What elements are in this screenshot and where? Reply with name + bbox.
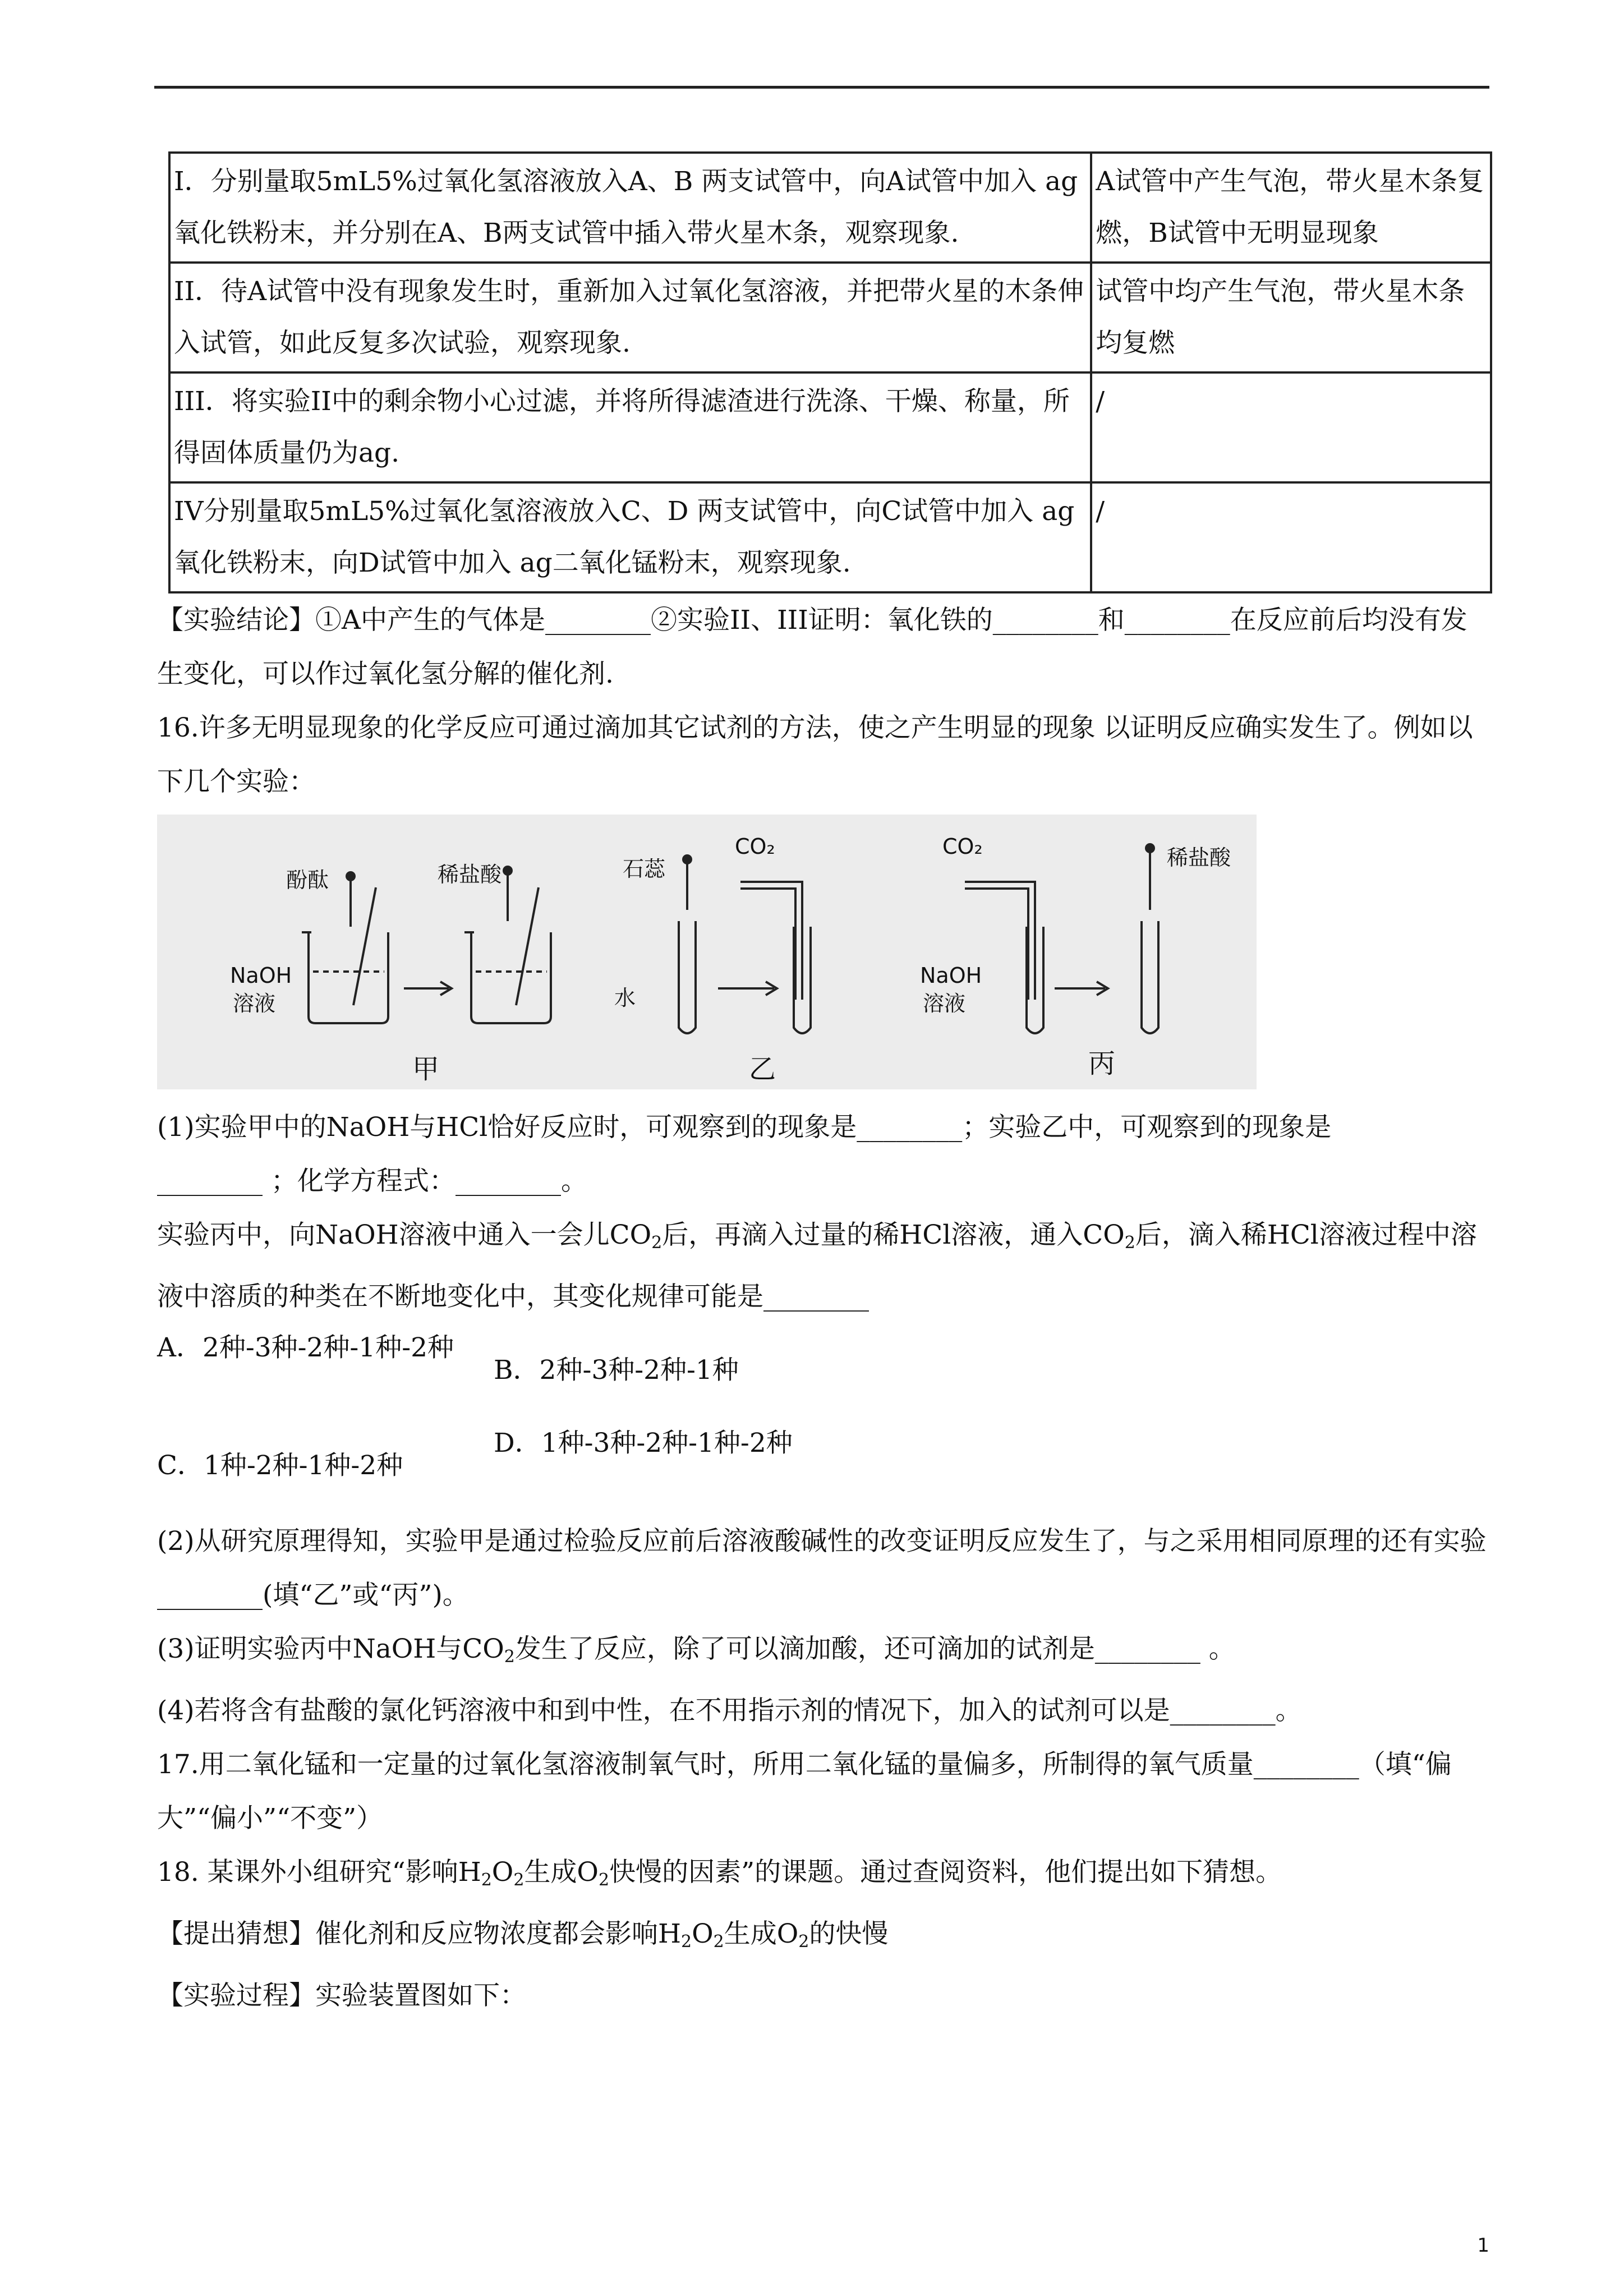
text-run: 发生了反应，除了可以滴加酸，还可滴加的试剂是________ 。 (514, 1634, 1235, 1664)
table-cell-observation: A试管中产生气泡，带火星木条复燃，B试管中无明显现象 (1091, 153, 1491, 263)
label-phenolphthalein: 酚酞 (286, 868, 329, 892)
caption-bing: 丙 (1088, 1048, 1116, 1079)
subscript: 2 (504, 1647, 515, 1667)
table-cell-observation: / (1091, 482, 1491, 592)
option-d[interactable]: D．1种-3种-2种-1种-2种 (494, 1428, 793, 1458)
question-16-part1-cont: ________ ；化学方程式：________。 (157, 1166, 587, 1197)
table-cell-step: III．将实验II中的剩余物小心过滤，并将所得滤渣进行洗涤、干燥、称量，所得固体质量仍为ag. (169, 372, 1091, 482)
label-naoh: NaOH (920, 963, 982, 988)
table-cell-step: I．分别量取5mL5%过氧化氢溶液放入A、B 两支试管中，向A试管中加入 ag氧化铁粉末，并分别在A、B两支试管中插入带火星木条，观察现象. (169, 153, 1091, 263)
question-16-part2: (2)从研究原理得知，实验甲是通过检验反应前后溶液酸碱性的改变证明反应发生了，与之采用相同原理的还有实验________(填“乙”或“丙”)。 (157, 1526, 1487, 1611)
subscript: 2 (1124, 1233, 1135, 1253)
table-cell-step: IV分别量取5mL5%过氧化氢溶液放入C、D 两支试管中，向C试管中加入 ag氧化铁粉末，向D试管中加入 ag二氧化锰粉末，观察现象. (169, 482, 1091, 592)
subscript: 2 (481, 1870, 492, 1890)
table-cell-step: II．待A试管中没有现象发生时，重新加入过氧化氢溶液，并把带火星的木条伸入试管，如此反复多次试验，观察现象. (169, 263, 1091, 372)
question-16-part3 (157, 1622, 1492, 1684)
option-b[interactable]: B．2种-3种-2种-1种 (494, 1355, 739, 1386)
text-run: 【提出猜想】催化剂和反应物浓度都会影响H (157, 1918, 681, 1949)
question-16-part1: (1)实验甲中的NaOH与HCl恰好反应时，可观察到的现象是________；实验乙中，可观察到的现象是 (157, 1112, 1332, 1143)
text-run: 18. 某课外小组研究“影响H (157, 1857, 481, 1888)
text-run: (3)证明实验丙中NaOH与CO (157, 1634, 504, 1664)
subscript: 2 (681, 1932, 692, 1952)
text-run: 实验丙中，向NaOH溶液中通入一会儿CO (157, 1220, 652, 1250)
question-16-intro: 16.许多无明显现象的化学反应可通过滴加其它试剂的方法，使之产生明显的现象 以证明反应确实发生了。例如以下几个实验： (157, 712, 1473, 797)
experiment-figure (157, 815, 1257, 1089)
text-run: 后，滴入稀HCl溶液过程中溶液中溶质的种类在不断地变化中，其变化规律可能是________ (157, 1220, 1477, 1312)
caption-yi: 乙 (749, 1053, 776, 1085)
table-row (169, 263, 1491, 372)
text-run: 的快慢 (809, 1918, 889, 1949)
apparatus-diagram (157, 815, 1257, 1089)
question-18-intro (157, 1846, 1492, 1907)
table-cell-observation: / (1091, 372, 1491, 482)
subscript: 2 (598, 1870, 610, 1890)
experiment-table (168, 151, 1492, 593)
label-dilute-hcl: 稀盐酸 (438, 862, 502, 887)
option-a[interactable]: A．2种-3种-2种-1种-2种 (157, 1332, 454, 1363)
label-co2: CO₂ (942, 834, 983, 859)
page-number: 1 (1477, 2234, 1489, 2257)
table-row (169, 482, 1491, 592)
question-16-part4: (4)若将含有盐酸的氯化钙溶液中和到中性，在不用指示剂的情况下，加入的试剂可以是________。 (157, 1695, 1302, 1726)
label-litmus: 石蕊 (623, 857, 666, 881)
label-solution: 溶液 (923, 991, 966, 1016)
label-naoh: NaOH (230, 963, 292, 988)
label-co2: CO₂ (735, 834, 775, 859)
table-row (169, 372, 1491, 482)
header-rule (154, 86, 1489, 89)
text-run: O (692, 1918, 714, 1949)
text-run: O (491, 1857, 514, 1888)
option-c[interactable]: C．1种-2种-1种-2种 (157, 1450, 403, 1481)
table-row (169, 153, 1491, 263)
document-body (157, 151, 1492, 2023)
label-solution: 溶液 (233, 991, 276, 1016)
choice-options (157, 1324, 1492, 1515)
question-17: 17.用二氧化锰和一定量的过氧化氢溶液制氧气时，所用二氧化锰的量偏多，所制得的氧气质量________（填“偏大”“偏小”“不变”） (157, 1749, 1452, 1834)
caption-jia: 甲 (412, 1053, 440, 1085)
label-dilute-hcl: 稀盐酸 (1167, 845, 1231, 870)
subscript: 2 (513, 1870, 525, 1890)
question-18-hypothesis (157, 1907, 1492, 1969)
text-run: 后，再滴入过量的稀HCl溶液，通入CO (662, 1220, 1125, 1250)
subscript: 2 (651, 1233, 663, 1253)
question-16-bing (157, 1208, 1492, 1324)
table-cell-observation: 试管中均产生气泡，带火星木条均复燃 (1091, 263, 1491, 372)
text-run: 生成O (724, 1918, 799, 1949)
subscript: 2 (713, 1932, 724, 1952)
subscript: 2 (798, 1932, 809, 1952)
question-18-process: 【实验过程】实验装置图如下： (157, 1980, 526, 2011)
text-run: 快慢的因素”的课题。通过查阅资料，他们提出如下猜想。 (609, 1857, 1282, 1888)
experiment-conclusion: 【实验结论】①A中产生的气体是________②实验II、III证明：氧化铁的________和________在反应前后均没有发生变化，可以作过氧化氢分解的催化剂. (157, 605, 1467, 689)
text-run: 生成O (524, 1857, 599, 1888)
label-water: 水 (614, 986, 636, 1010)
